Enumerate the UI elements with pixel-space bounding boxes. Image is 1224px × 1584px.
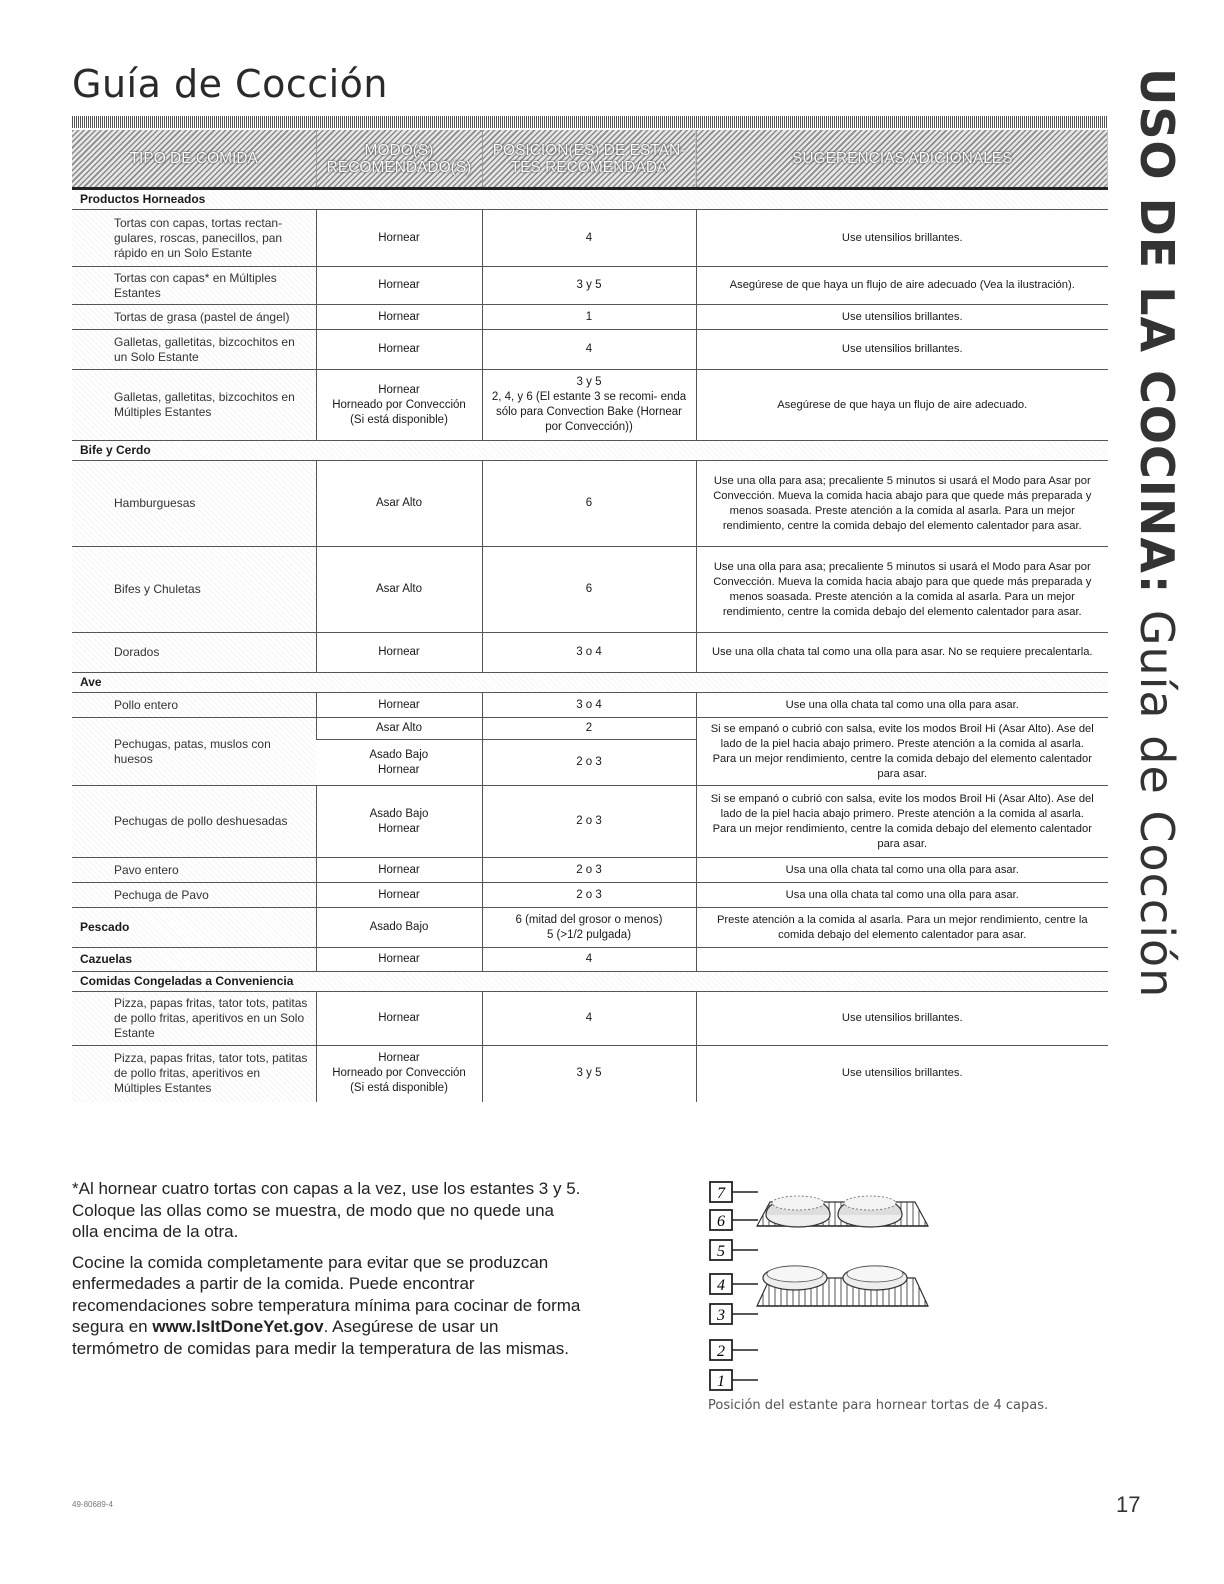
footnote: *Al hornear cuatro tortas con capas a la vez, use los estantes 3 y 5. Coloque las ollas como se muestra, de modo que no quede una olla encima de la otra. [72,1179,581,1241]
side-tab [1128,68,1200,999]
category-row: Ave [72,673,1108,693]
table-row: Pollo entero Hornear 3 o 4 Use una olla chata tal como una olla para asar. [72,693,1108,718]
svg-text:5: 5 [717,1243,725,1260]
shelf-4-label [710,1274,758,1294]
side-tab-section: USO DE LA COCINA: [1130,68,1184,595]
table-row: Pechugas, patas, muslos con huesos Asar Alto 2 Si se empanó o cubrió con salsa, evite los modos Broil Hi (Asar Alto). Ase del lado de la piel hacia abajo primero. Preste atención a la comida al asarla. Para un mejor rendimiento, centre la comida debajo del elemento calentador para asar. [72,718,1108,740]
header-suggestions: SUGERENCIAS ADICIONALES [696,130,1108,189]
svg-text:2: 2 [717,1343,725,1360]
svg-text:7: 7 [717,1185,725,1202]
table-row: Tortas con capas* en Múltiples Estantes Hornear 3 y 5 Asegúrese de que haya un flujo de aire adecuado (Vea la ilustración). [72,267,1108,305]
page-number: 17 [1116,1492,1141,1517]
header-rack-position: POSICIÓN(ES) DE ESTAN- TES RECOMENDADA [482,130,696,189]
svg-text:3: 3 [717,1307,725,1324]
header-food-type: TIPO DE COMIDA [72,130,316,189]
table-header-row [72,130,1108,189]
shelf-1-label [710,1370,758,1390]
svg-text:6: 6 [717,1213,725,1230]
title-rule [72,116,1108,128]
illustration-caption: Posición del estante para hornear tortas de 4 capas. [708,1398,1049,1413]
shelf-6-label [710,1210,758,1230]
side-tab-text [1130,68,1184,998]
table-row: Cazuelas Hornear 4 [72,948,1108,972]
table-row: Asado Bajo Hornear 2 o 3 [72,740,1108,786]
table-row: Galletas, galletitas, bizcochitos en Múltiples Estantes Hornear Horneado por Convección (Si está disponible) 3 y 5 2, 4, y 6 (El estante 3 se recomi- enda sólo para Convection Bake (Hornear por Convección)) Asegúrese de que haya un flujo de aire adecuado. [72,370,1108,441]
shelf-2-label [710,1340,758,1360]
food-safety-note: Cocine la comida completamente para evitar que se produzcan enfermedades a partir de la comida. Puede encontrar recomendaciones sobre temperatura mínima para cocinar de forma segura en www.IsItDoneYet.gov. Asegúrese de usar un termómetro de comidas para medir la temperatura de las mismas. [72,1252,581,1358]
table-row: Dorados Hornear 3 o 4 Use una olla chata tal como una olla para asar. No se requiere precalentarla. [72,633,1108,673]
page-title: Guía de Cocción [72,62,388,106]
shelf-7-label [710,1182,758,1202]
table-row: Pechuga de Pavo Hornear 2 o 3 Usa una olla chata tal como una olla para asar. [72,883,1108,908]
table-row: Pizza, papas fritas, tator tots, patitas de pollo fritas, aperitivos en un Solo Estante Hornear 4 Use utensilios brillantes. [72,992,1108,1046]
table-row: Pavo entero Hornear 2 o 3 Usa una olla chata tal como una olla para asar. [72,858,1108,883]
table-row: Tortas con capas, tortas rectan- gulares, roscas, panecillos, pan rápido en un Solo Estante Hornear 4 Use utensilios brillantes. [72,210,1108,267]
svg-text:1: 1 [717,1373,725,1390]
table-row: Hamburguesas Asar Alto 6 Use una olla para asa; precaliente 5 minutos si usará el Modo para Asar por Convección. Mueva la comida hacia abajo para que quede más preparada y menos soasada. Preste atención a la comida al asarla. Para un mejor rendimiento, centre la comida debajo del elemento calentador para asar. [72,461,1108,547]
category-row: Bife y Cerdo [72,441,1108,461]
shelf-labels [710,1182,758,1390]
lower-rack-icon [757,1266,928,1306]
shelf-3-label [710,1304,758,1324]
table-row: Pechugas de pollo deshuesadas Asado Bajo Hornear 2 o 3 Si se empanó o cubrió con salsa, evite los modos Broil Hi (Asar Alto). Ase del lado de la piel hacia abajo primero. Preste atención a la comida al asarla. Para un mejor rendimiento, centre la comida debajo del elemento calentador para asar. [72,786,1108,858]
table-row: Bifes y Chuletas Asar Alto 6 Use una olla para asa; precaliente 5 minutos si usará el Modo para Asar por Convección. Mueva la comida hacia abajo para que quede más preparada y menos soasada. Preste atención a la comida al asarla. Para un mejor rendimiento, centre la comida debajo del elemento calentador para asar. [72,547,1108,633]
category-row: Productos Horneados [72,189,1108,210]
document-id: 49-80689-4 [72,1500,113,1509]
side-tab-subsection: Guía de Cocción [1130,594,1184,999]
rack-position-illustration [700,1170,1120,1400]
header-mode: MODO(S) RECOMENDADO(S) [316,130,482,189]
table-row: Tortas de grasa (pastel de ángel) Hornear 1 Use utensilios brillantes. [72,305,1108,330]
category-row: Comidas Congeladas a Conveniencia [72,972,1108,992]
upper-rack-icon [757,1196,928,1227]
footnote-block [72,1178,582,1368]
table-row: Galletas, galletitas, bizcochitos en un Solo Estante Hornear 4 Use utensilios brillantes. [72,330,1108,370]
table-row: Pescado Asado Bajo 6 (mitad del grosor o menos) 5 (>1/2 pulgada) Preste atención a la comida al asarla. Para un mejor rendimiento, centre la comida debajo del elemento calentador para asar. [72,908,1108,948]
svg-text:4: 4 [717,1277,725,1294]
cooking-guide-table [72,130,1108,1102]
table-row: Pizza, papas fritas, tator tots, patitas de pollo fritas, aperitivos en Múltiples Estantes Hornear Horneado por Convección (Si está disponible) 3 y 5 Use utensilios brillantes. [72,1046,1108,1102]
shelf-5-label [710,1240,758,1260]
safety-url-link[interactable]: www.IsItDoneYet.gov [152,1317,324,1336]
